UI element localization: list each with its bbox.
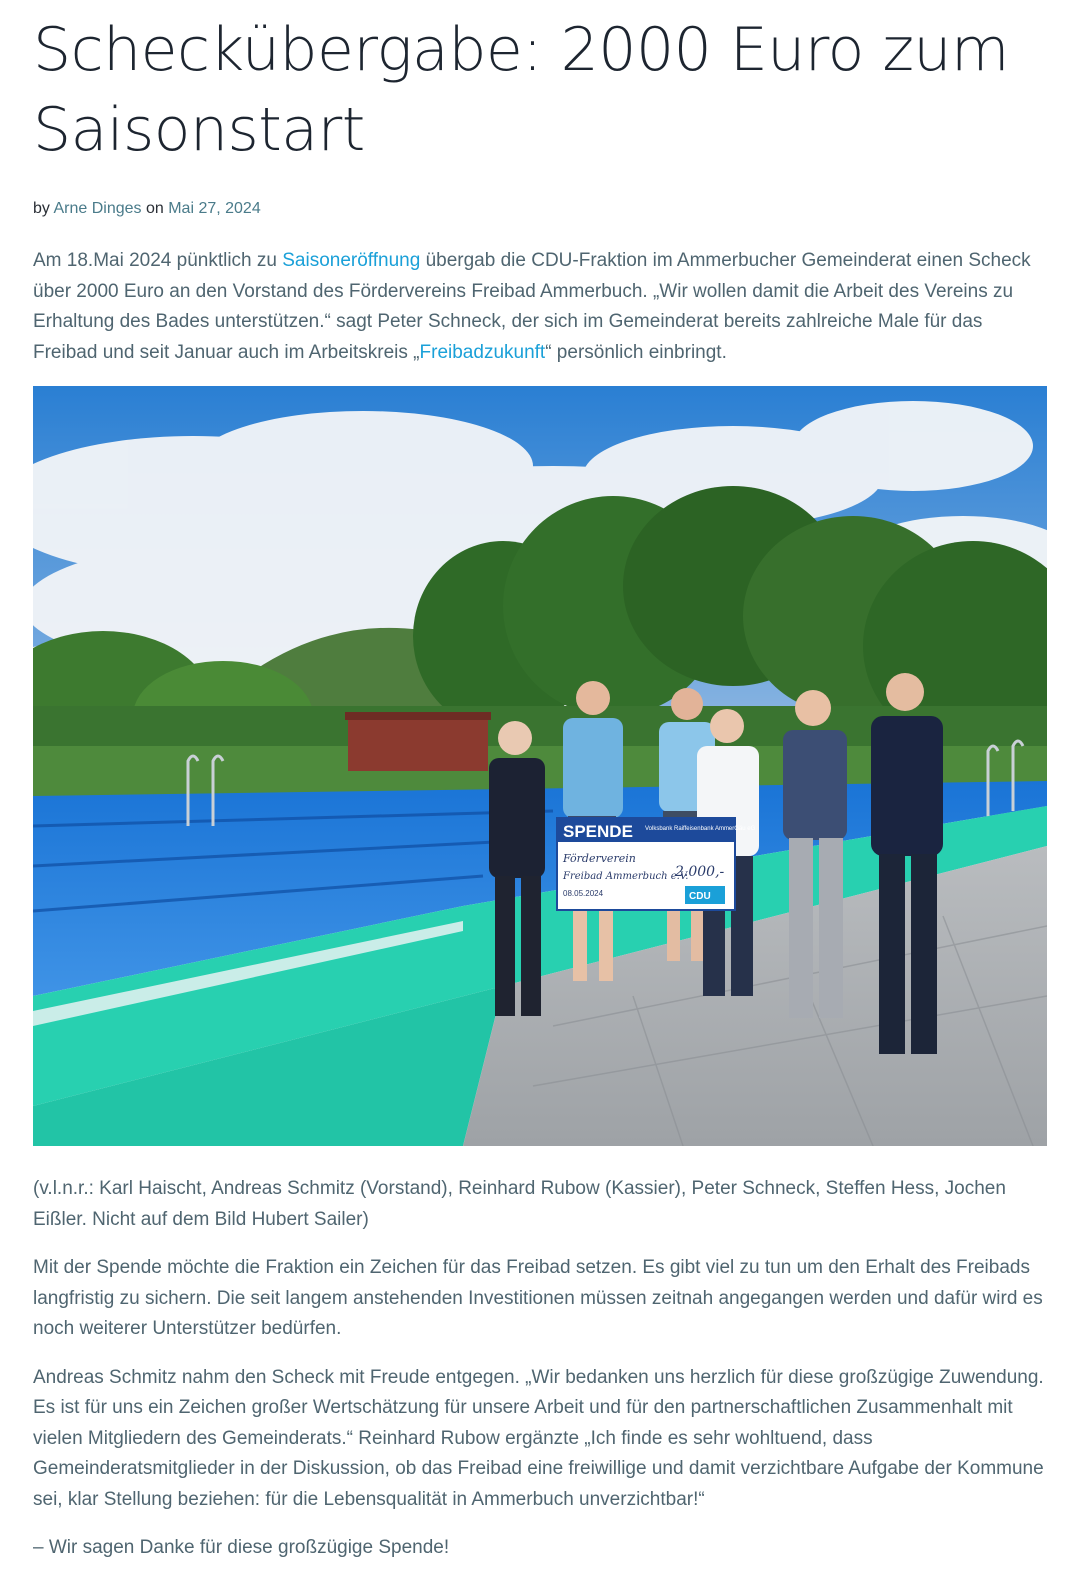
intro-paragraph	[33, 246, 1048, 368]
check-payee-2: Freibad Ammerbuch e.V.	[563, 871, 689, 882]
intro-text-2: übergab die CDU-Fraktion im Ammerbucher Gemeinderat einen Scheck über 2000 Euro an den Vorstand des Fördervereins Freibad Ammerbuch. „Wir wollen damit die Arbeit des Vereins zu Erhaltung des Bades unterstützen.“ sagt Peter Schneck, der sich im Gemeinderat bereits zahlreiche Male für das Freibad und seit Januar auch im Arbeitskreis „	[33, 250, 1031, 363]
byline	[33, 198, 1048, 220]
photo-illustration	[33, 386, 1047, 1146]
check-bank: Volksbank Raiffeisenbank AmmerGäu eG	[645, 826, 756, 832]
saisoneroeffnung-link[interactable]: Saisoneröffnung	[282, 250, 421, 271]
article	[33, 0, 1048, 1564]
donation-check	[557, 818, 756, 910]
paragraph-3: Andreas Schmitz nahm den Scheck mit Freude entgegen. „Wir bedanken uns herzlich für diese großzügige Zuwendung. Es ist für uns ein Zeichen großer Wertschätzung für unsere Arbeit und für den partnerschaftlichen Zusammenhalt mit vielen Mitgliedern des Gemeinderats.“ Reinhard Rubow ergänzte „Ich finde es sehr wohltuend, dass Gemeinderatsmitglieder in der Diskussion, ob das Freibad eine freiwillige und damit verzichtbare Aufgabe der Kommune sei, klar Stellung beziehen: für die Lebensqualität in Ammerbuch unverzichtbar!“	[33, 1366, 1044, 1510]
article-photo	[33, 386, 1047, 1146]
byline-on: on	[145, 200, 164, 217]
check-cdu-logo: CDU	[689, 891, 711, 902]
author-link[interactable]: Arne Dinges	[53, 200, 142, 217]
building	[348, 716, 488, 771]
article-title: Scheckübergabe: 2000 Euro zum Saisonstart	[33, 15, 1009, 165]
intro-text-3: “ persönlich einbringt.	[545, 341, 727, 363]
closing-line: – Wir sagen Danke für diese großzügige Spende!	[33, 1537, 450, 1558]
date-link[interactable]: Mai 27, 2024	[168, 200, 261, 217]
check-date: 08.05.2024	[563, 889, 604, 898]
intro-text-1: Am 18.Mai 2024 pünktlich zu	[33, 250, 283, 271]
paragraph-2: Mit der Spende möchte die Fraktion ein Zeichen für das Freibad setzen. Es gibt viel zu tun um den Erhalt des Freibads langfristig zu sichern. Die seit langem anstehenden Investitionen müssen zeitnah angegangen werden und dafür wird es noch weiterer Unterstützer bedürfen.	[33, 1257, 1043, 1339]
freibadzukunft-link[interactable]: Freibadzukunft	[419, 341, 546, 363]
check-amount: 2.000,-	[675, 864, 725, 880]
check-header: SPENDE	[563, 822, 633, 841]
photo-caption: (v.l.n.r.: Karl Haischt, Andreas Schmitz (Vorstand), Reinhard Rubow (Kassier), Peter Schneck, Steffen Hess, Jochen Eißler. Nicht auf dem Bild Hubert Sailer)	[33, 1178, 1006, 1230]
byline-by: by	[33, 200, 50, 217]
check-payee-1: Förderverein	[563, 852, 636, 865]
